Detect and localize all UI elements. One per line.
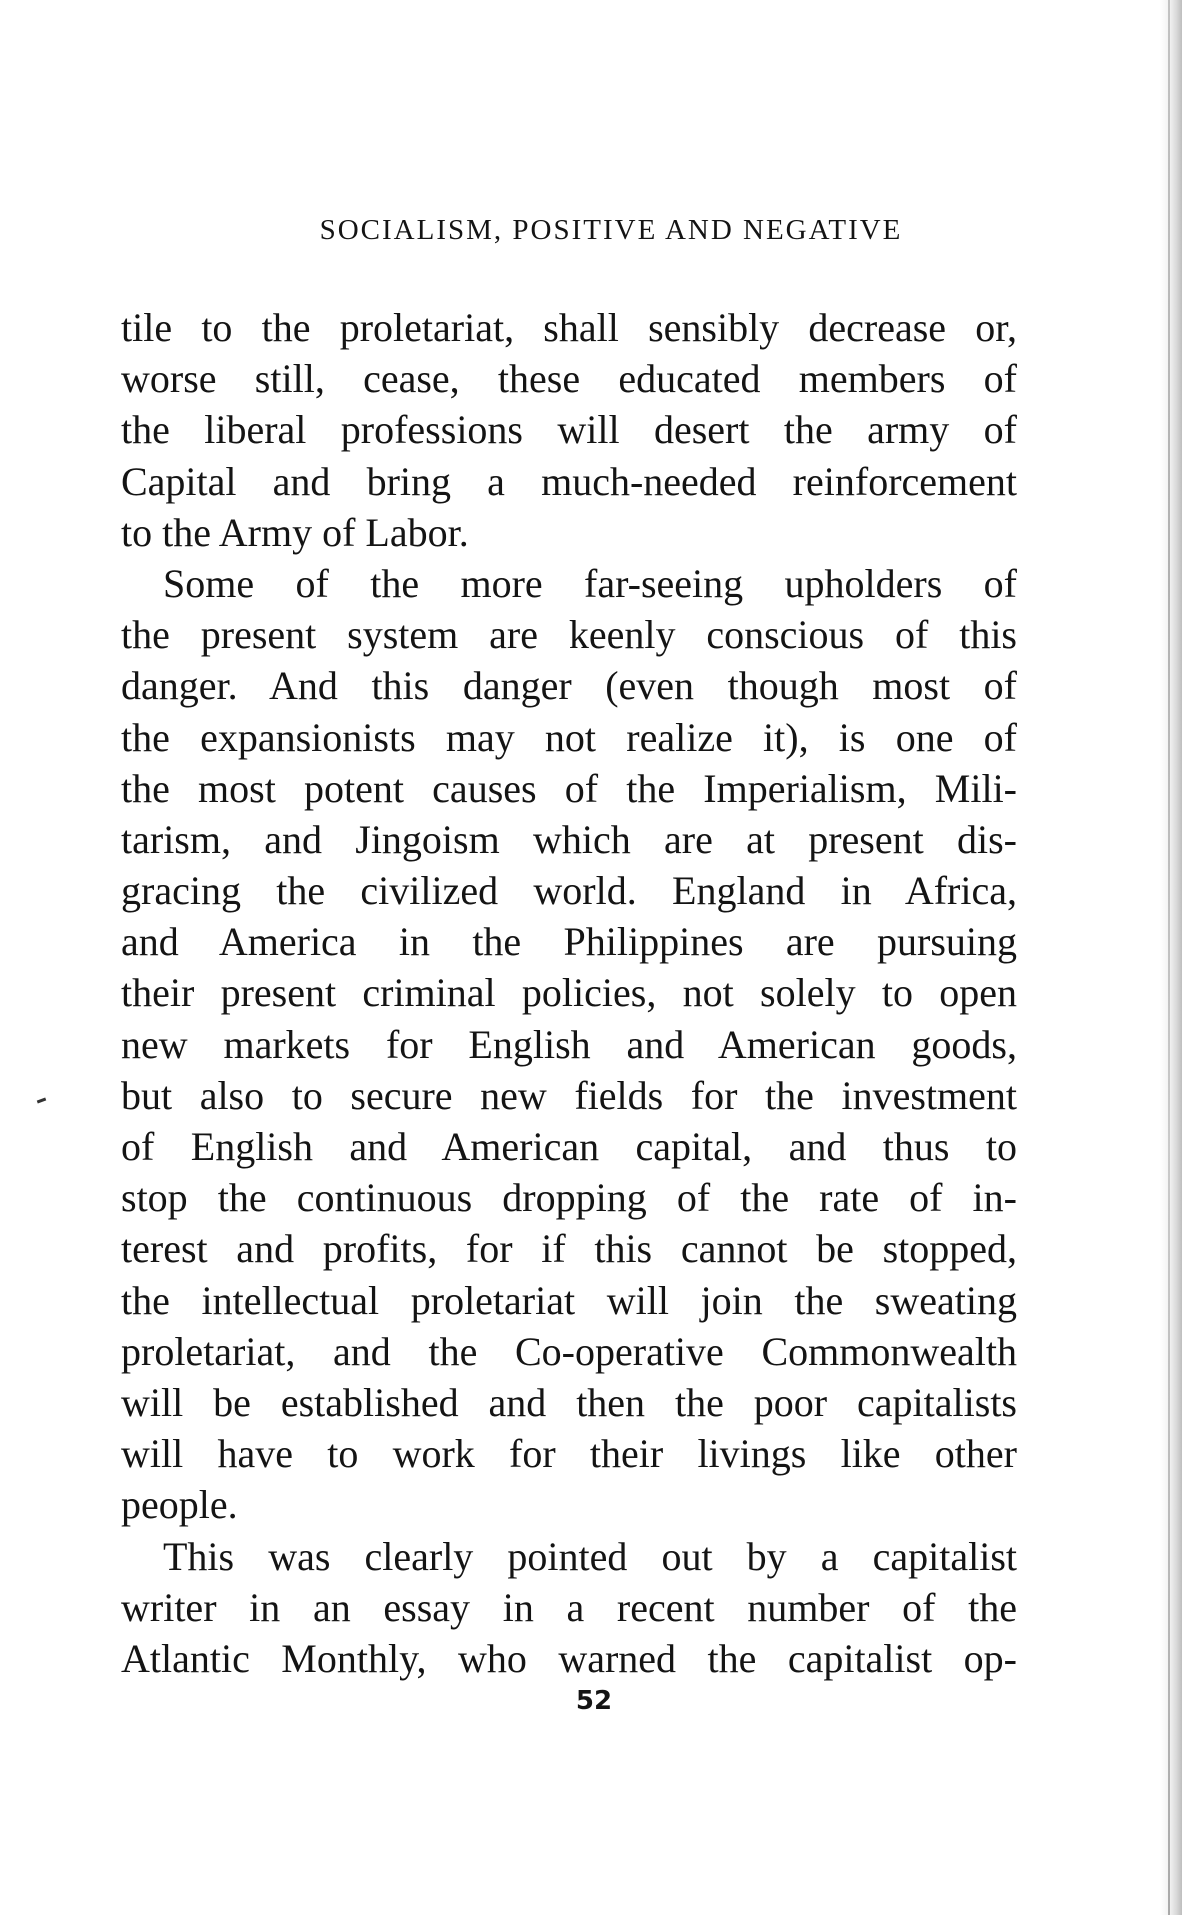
text-line: terest and profits, for if this cannot be stopped,	[121, 1226, 1017, 1272]
text-line: proletariat, and the Co-operative Commonwealth	[121, 1328, 1017, 1374]
binding-edge-line	[1168, 0, 1170, 1915]
text-line: of English and American capital, and thus to	[121, 1124, 1017, 1169]
stray-ink-mark	[37, 1098, 46, 1104]
text-line: danger. And this danger (even though most of	[121, 663, 1017, 709]
text-line: but also to secure new fields for the investment	[121, 1072, 1017, 1118]
text-line: their present criminal policies, not solely to open	[121, 970, 1017, 1016]
text-line: the intellectual proletariat will join the sweating	[121, 1277, 1017, 1323]
text-line: and America in the Philippines are pursuing	[121, 919, 1017, 965]
text-line: will be established and then the poor capitalists	[121, 1379, 1017, 1425]
text-line: tile to the proletariat, shall sensibly decrease or,	[121, 305, 1017, 350]
text-line: new markets for English and American goods,	[121, 1021, 1017, 1067]
text-line: the expansionists may not realize it), is one of	[121, 714, 1017, 760]
body-text	[121, 302, 1017, 1684]
text-line: This was clearly pointed out by a capitalist	[163, 1533, 1017, 1579]
text-line: the liberal professions will desert the army of	[121, 407, 1017, 453]
text-line: Atlantic Monthly, who warned the capitalist op-	[121, 1635, 1017, 1681]
text-line: Capital and bring a much-needed reinforcement	[121, 458, 1017, 504]
text-line: to the Army of Labor.	[121, 509, 469, 555]
running-head: SOCIALISM, POSITIVE AND NEGATIVE	[319, 214, 903, 246]
text-line: stop the continuous dropping of the rate of in-	[121, 1175, 1017, 1221]
text-line: will have to work for their livings like other	[121, 1431, 1017, 1477]
text-line: people.	[121, 1482, 238, 1528]
text-line: gracing the civilized world. England in Africa,	[121, 868, 1017, 914]
text-line: the most potent causes of the Imperialism, Mili-	[121, 765, 1017, 811]
text-line: worse still, cease, these educated members of	[121, 356, 1017, 402]
text-line: Some of the more far-seeing upholders of	[163, 560, 1017, 606]
text-line: the present system are keenly conscious of this	[121, 612, 1017, 658]
text-line: writer in an essay in a recent number of the	[121, 1584, 1017, 1630]
page-edge-shadow	[1160, 0, 1182, 1915]
text-line: tarism, and Jingoism which are at present dis-	[121, 816, 1017, 862]
page-number: 52	[575, 1686, 613, 1716]
